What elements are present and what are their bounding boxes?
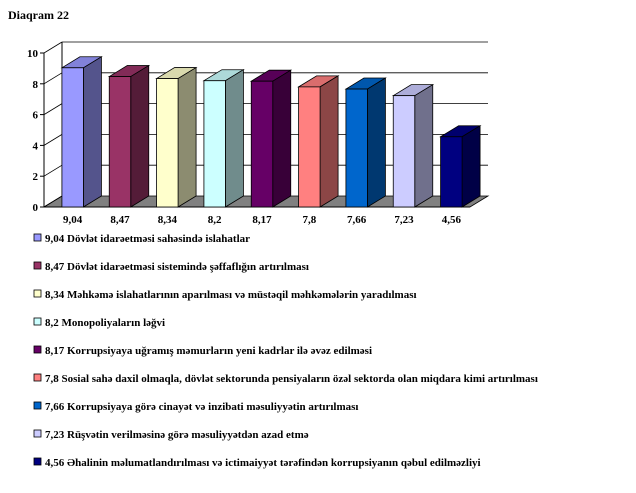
grid-diagonal: [44, 165, 62, 176]
bar-side-face: [462, 126, 480, 207]
bar-front-face: [109, 77, 131, 207]
legend-swatch: [34, 318, 41, 325]
data-label: 9,04: [63, 214, 83, 226]
legend-item: [34, 429, 309, 441]
legend-label: 9,04 Dövlət idarəetməsi sahəsində islahatlar: [45, 233, 251, 245]
data-labels: [63, 214, 461, 226]
bar-front-face: [251, 81, 273, 207]
legend-label: 8,47 Dövlət idarəetməsi sistemində şəffaflığın artırılması: [45, 261, 309, 273]
legend-label: 8,2 Monopoliyaların ləğvi: [45, 317, 166, 329]
legend: [34, 233, 538, 469]
bars: [62, 57, 480, 207]
legend-label: 8,34 Məhkəmə islahatlarının aparılması və müstəqil məhkəmələrin yaradılması: [45, 289, 417, 301]
bar-side-face: [131, 66, 149, 207]
legend-swatch: [34, 374, 41, 381]
bar-front-face: [204, 81, 226, 207]
data-label: 8,47: [110, 214, 130, 226]
grid-diagonal: [44, 134, 62, 145]
bar: [109, 66, 149, 207]
y-tick-label: 0: [32, 202, 38, 214]
legend-label: 7,66 Korrupsiyaya görə cinayət və inzibati məsuliyyətin artırılması: [45, 401, 359, 413]
legend-swatch: [34, 290, 41, 297]
legend-label: 7,23 Rüşvətin verilməsinə görə məsuliyyətdən azad etmə: [45, 429, 309, 441]
legend-label: 4,56 Əhalinin məlumatlandırılması və ictimaiyyət tərəfindən korrupsiyanın qəbul edilməzliyi: [45, 457, 481, 469]
bar-front-face: [346, 89, 368, 207]
bar-front-face: [393, 96, 415, 207]
bar-side-face: [320, 76, 338, 207]
data-label: 4,56: [441, 214, 461, 226]
legend-item: [34, 373, 538, 385]
legend-item: [34, 233, 250, 245]
bar: [393, 85, 433, 207]
bar-front-face: [441, 137, 463, 207]
data-label: 8,17: [252, 214, 272, 226]
legend-swatch: [34, 234, 41, 241]
data-label: 7,8: [302, 214, 317, 226]
bar-front-face: [299, 87, 321, 207]
legend-label: 7,8 Sosial sahə daxil olmaqla, dövlət sektorunda pensiyaların özəl sektorda olan miqdara kimi artırılması: [45, 373, 538, 385]
bar-side-face: [178, 68, 196, 207]
legend-item: [34, 345, 372, 357]
data-label: 7,23: [394, 214, 414, 226]
bar: [62, 57, 101, 207]
grid-diagonal: [44, 73, 62, 84]
bar-front-face: [62, 68, 84, 207]
bar: [441, 126, 481, 207]
legend-item: [34, 401, 358, 413]
bar-side-face: [415, 85, 433, 207]
y-tick-label: 6: [32, 109, 38, 122]
legend-swatch: [34, 262, 41, 269]
bar-front-face: [157, 79, 179, 207]
y-tick-label: 2: [32, 171, 38, 184]
data-label: 7,66: [347, 214, 367, 226]
legend-swatch: [34, 346, 41, 353]
bar: [251, 70, 291, 207]
bar: [299, 76, 339, 207]
legend-label: 8,17 Korrupsiyaya uğramış məmurların yeni kadrlar ilə əvəz edilməsi: [45, 345, 373, 357]
grid-diagonal: [44, 104, 62, 115]
legend-swatch: [34, 430, 41, 437]
bar-side-face: [83, 57, 101, 207]
data-label: 8,34: [157, 214, 177, 226]
y-tick-label: 8: [32, 78, 38, 91]
bar: [157, 68, 197, 207]
grid-diagonal: [44, 42, 62, 53]
data-label: 8,2: [207, 214, 222, 226]
y-tick-label: 4: [32, 140, 38, 153]
bar-side-face: [225, 70, 243, 207]
y-tick-label: 10: [27, 48, 38, 60]
bar: [204, 70, 244, 207]
bar-side-face: [273, 70, 291, 207]
chart-title: Diaqram 22: [8, 8, 69, 22]
bar-side-face: [367, 78, 385, 207]
legend-item: [34, 317, 165, 329]
legend-item: [34, 457, 481, 469]
legend-item: [34, 261, 309, 273]
legend-swatch: [34, 458, 41, 465]
legend-swatch: [34, 402, 41, 409]
legend-item: [34, 289, 417, 301]
bar: [346, 78, 386, 207]
